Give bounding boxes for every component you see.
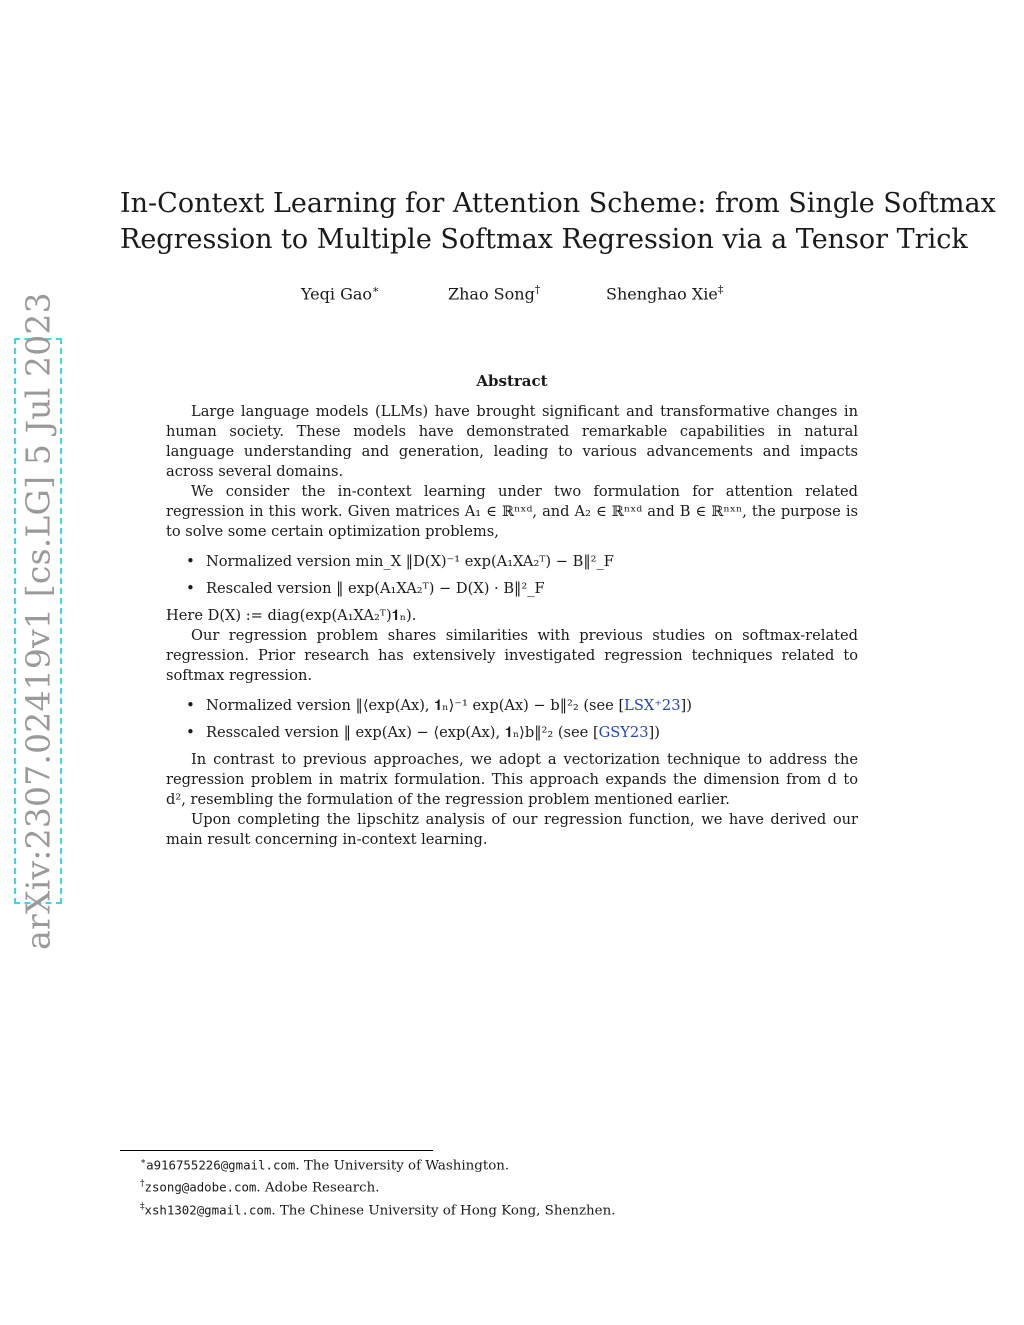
abstract-paragraph-4: In contrast to previous approaches, we adopt a vectorization technique to address the regression problem in matrix formulation. This approach expands the dimension from d to d², resembling the formulation of the regression problem mentioned earlier.: [166, 751, 858, 808]
author-1-mark: ∗: [372, 283, 380, 296]
abstract-paragraph-5: Upon completing the lipschitz analysis of our regression function, we have derived our main result concerning in-context learning.: [166, 811, 858, 848]
footnote-3: [140, 1198, 615, 1220]
author-3-mark: ‡: [717, 283, 724, 296]
author-3: [606, 283, 723, 303]
abstract-body: [166, 402, 858, 850]
author-list: [0, 283, 1024, 305]
footnote-1: [140, 1153, 615, 1175]
formulation-rescaled: • Rescaled version ‖ exp(A₁XA₂ᵀ) − D(X) · B‖²_F: [166, 575, 858, 602]
citation-gsy23[interactable]: GSY23: [598, 724, 649, 741]
prior-work-rescaled-close: ]): [648, 724, 660, 741]
prior-work-normalized: [166, 692, 858, 719]
paper-title: [120, 186, 996, 258]
footnote-2-mark: †: [140, 1179, 145, 1190]
author-2-mark: †: [534, 283, 541, 296]
footnote-2: [140, 1175, 615, 1197]
footnote-1-email[interactable]: a916755226@gmail.com: [146, 1157, 296, 1173]
prior-work-rescaled: [166, 719, 858, 746]
footnote-3-affiliation: . The Chinese University of Hong Kong, Shenzhen.: [271, 1203, 616, 1219]
title-line-1: In-Context Learning for Attention Scheme: from Single Softmax: [120, 188, 996, 219]
arxiv-identifier-stamp[interactable]: [14, 292, 62, 950]
formulation-list: [166, 548, 858, 602]
prior-work-normalized-close: ]): [680, 697, 692, 714]
author-2: [448, 283, 540, 303]
footnote-1-affiliation: . The University of Washington.: [295, 1158, 510, 1174]
author-1-name: Yeqi Gao: [301, 284, 373, 304]
definition-dx: Here D(X) := diag(exp(A₁XA₂ᵀ)𝟏ₙ).: [166, 607, 417, 624]
author-1: [301, 283, 380, 303]
arxiv-identifier-text: arXiv:2307.02419v1 [cs.LG] 5 Jul 2023: [18, 292, 58, 950]
prior-work-normalized-text: Normalized version ‖⟨exp(Ax), 𝟏ₙ⟩⁻¹ exp(Ax) − b‖²₂ (see [: [206, 697, 625, 714]
footnotes: [140, 1153, 615, 1220]
citation-lsx23[interactable]: LSX⁺23: [624, 697, 681, 714]
footnote-3-email[interactable]: xsh1302@gmail.com: [144, 1202, 272, 1218]
prior-work-list: [166, 692, 858, 746]
abstract-paragraph-2: We consider the in-context learning under two formulation for attention related regression in this work. Given matrices A₁ ∈ ℝⁿˣᵈ, and A₂ ∈ ℝⁿˣᵈ and B ∈ ℝⁿˣⁿ, the purpose is to solve some certain optimization problems,: [166, 483, 858, 540]
footnote-rule: [120, 1150, 433, 1151]
abstract-paragraph-1: Large language models (LLMs) have brought significant and transformative changes in human society. These models have demonstrated remarkable capabilities in natural language understanding and generation, leading to various advancements and impacts across several domains.: [166, 403, 858, 480]
author-2-name: Zhao Song: [448, 284, 535, 304]
footnote-1-mark: ∗: [140, 1157, 147, 1167]
footnote-2-affiliation: . Adobe Research.: [256, 1180, 380, 1196]
footnote-3-mark: ‡: [140, 1201, 145, 1212]
author-3-name: Shenghao Xie: [606, 284, 718, 304]
formulation-normalized: • Normalized version min_X ‖D(X)⁻¹ exp(A₁XA₂ᵀ) − B‖²_F: [166, 548, 858, 575]
abstract-paragraph-3: Our regression problem shares similarities with previous studies on softmax-related regression. Prior research has extensively investigated regression techniques related to softmax regression.: [166, 627, 858, 684]
prior-work-rescaled-text: Resscaled version ‖ exp(Ax) − ⟨exp(Ax), 𝟏ₙ⟩b‖²₂ (see [: [206, 724, 599, 741]
abstract-heading: Abstract: [476, 372, 548, 390]
footnote-2-email[interactable]: zsong@adobe.com: [144, 1179, 257, 1195]
title-line-2: Regression to Multiple Softmax Regression via a Tensor Trick: [120, 224, 968, 255]
